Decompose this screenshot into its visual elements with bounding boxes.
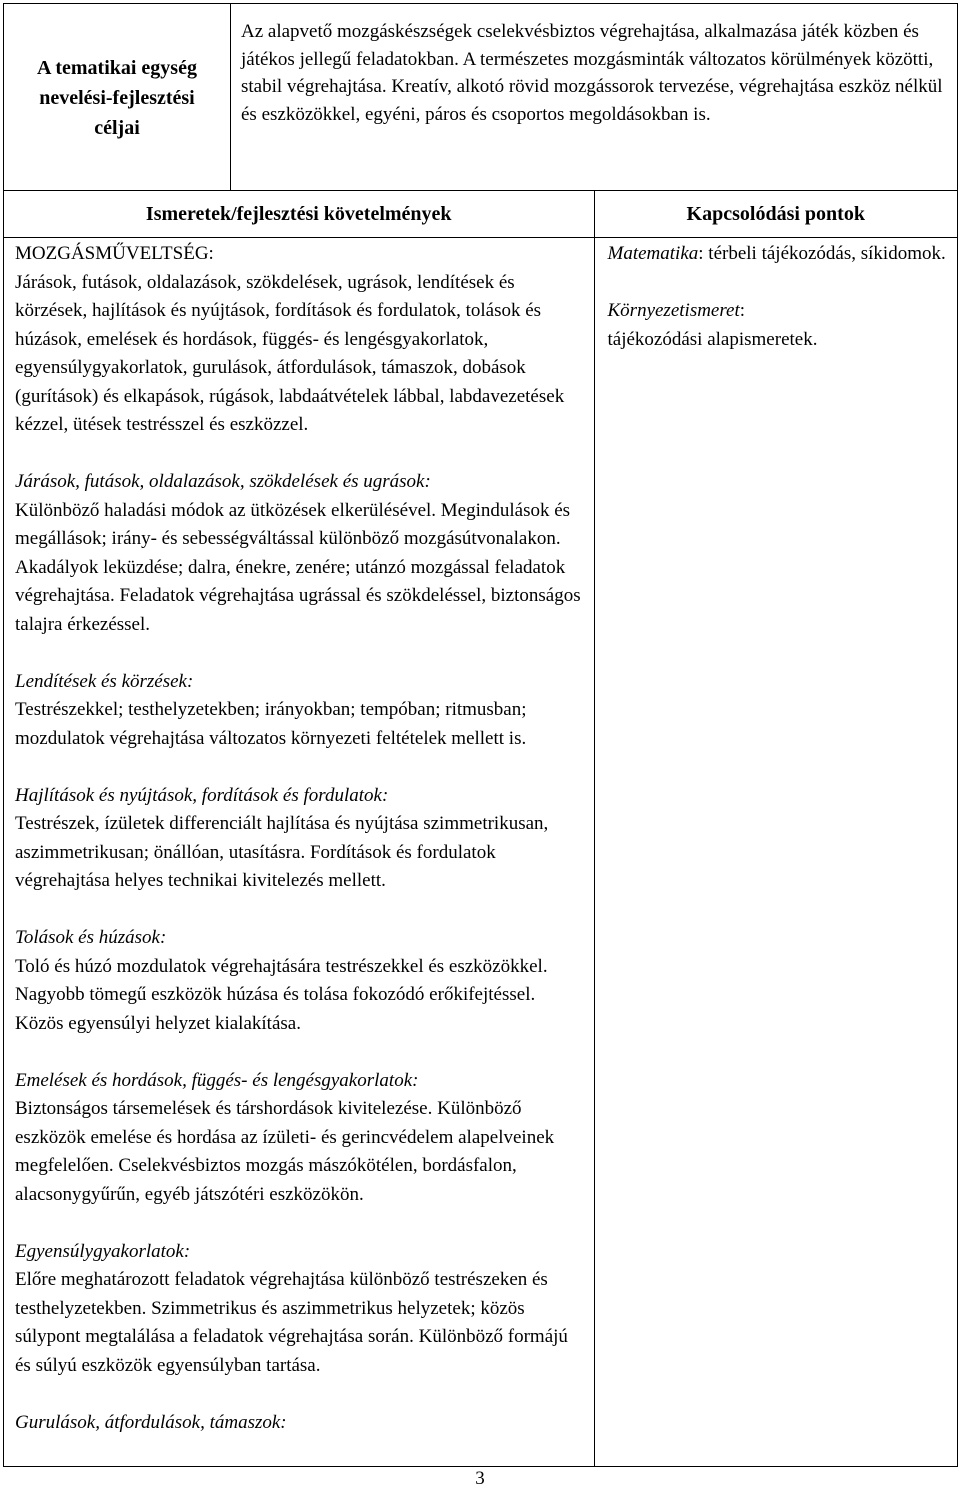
connection-math: [608, 240, 950, 269]
section-heading: MOZGÁSMŰVELTSÉG:: [15, 243, 214, 264]
requirements-cell: [4, 238, 595, 1467]
section-heading: Tolások és húzások:: [15, 927, 167, 948]
connection-subject: Környezetismeret: [607, 300, 740, 321]
section-heading: Lendítések és körzések:: [15, 670, 194, 692]
section-body: Testrészekkel; testhelyzetekben; irányokban; tempóban; ritmusban; mozdulatok végrehajtása változatos környezeti feltételek mellett is.: [15, 699, 527, 749]
goals-text-cell: [231, 4, 958, 191]
section-heading: Egyensúlygyakorlatok:: [15, 1240, 191, 1262]
goals-label-line-2: nevelési-fejlesztési: [39, 87, 195, 109]
section-heading: Hajlítások és nyújtások, fordítások és fordulatok:: [15, 784, 389, 806]
goals-label-line-1: A tematikai egység: [37, 57, 197, 79]
connection-separator: :: [698, 243, 709, 264]
connections-cell: [594, 238, 958, 1467]
section-swings-circles: [15, 668, 584, 754]
section-rolls-supports: [15, 1409, 584, 1438]
section-movement-literacy: [15, 240, 584, 440]
section-heading: Gurulások, átfordulások, támaszok:: [15, 1411, 287, 1433]
section-body: Biztonságos társemelések és társhordások kivitelezése. Különböző eszközök emelése és hordása az ízületi- és gerincvédelem alapelveinek megfelelően. Cselekvésbiztos mozgás mászókötélen, bordásfalon, alacsonygyűrűn, egyéb játszótéri eszközökön.: [15, 1098, 555, 1205]
section-walking-running: [15, 468, 584, 639]
page-number: 3: [475, 1468, 485, 1489]
connection-text: tájékozódási alapismeretek.: [607, 328, 818, 350]
connection-subject: Matematika: [607, 243, 699, 264]
section-body: Testrészek, ízületek differenciált hajlítása és nyújtása szimmetrikusan, aszimmetrikusan; önállóan, utasításra. Fordítások és fordulatok végrehajtása helyes technikai kivitelezés mellett.: [15, 813, 549, 891]
connection-separator: :: [739, 300, 746, 321]
section-bending-turning: [15, 782, 584, 896]
goals-label-line-3: céljai: [94, 117, 140, 139]
section-body: Különböző haladási módok az ütközések elkerülésével. Megindulások és megállások; irány- és sebességváltással különböző mozgásútvonalakon. Akadályok leküzdése; dalra, énekre, zenére; utánzó mozgással feladatok végrehajtása. Feladatok végrehajtása ugrással és szökdeléssel, biztonságos talajra érkezéssel.: [15, 499, 581, 635]
section-balance: [15, 1238, 584, 1381]
section-pushing-pulling: [15, 924, 584, 1038]
connections-header: Kapcsolódási pontok: [594, 191, 958, 238]
section-body: Járások, futások, oldalazások, szökdelések, ugrások, lendítések és körzések, hajlítások és nyújtások, fordítások és fordulatok, tolások és húzások, emelések és hordások, függés- és lengésgyakorlatok, egyensúlygyakorlatok, gurulások, átfordulások, támaszok, dobások (gurítások) és elkapások, rúgások, labdaátvételek lábbal, labdavezetések kézzel, ütések testrésszel és eszközzel.: [15, 271, 565, 435]
curriculum-table: [3, 3, 958, 1467]
section-lifting-carrying: [15, 1067, 584, 1210]
section-heading: Járások, futások, oldalazások, szökdelések és ugrások:: [15, 471, 431, 492]
connection-text: térbeli tájékozódás, síkidomok.: [708, 243, 946, 264]
connection-environment: [608, 297, 950, 354]
requirements-header: Ismeretek/fejlesztési követelmények: [4, 191, 595, 238]
goals-text: Az alapvető mozgáskészségek cselekvésbiztos végrehajtása, alkalmazása játék közben és játékos jellegű feladatokban. A természetes mozgásminták változatos körülmények közötti, stabil végrehajtása. Kreatív, alkotó rövid mozgássorok tervezése, végrehajtása eszköz nélkül és eszközökkel, egyéni, páros és csoportos megoldásokban is.: [241, 21, 943, 125]
section-heading: Emelések és hordások, függés- és lengésgyakorlatok:: [15, 1069, 419, 1091]
section-body: Toló és húzó mozdulatok végrehajtására testrészekkel és eszközökkel. Nagyobb tömegű eszközök húzása és tolása fokozódó erőkifejtéssel. Közös egyensúlyi helyzet kialakítása.: [15, 955, 548, 1034]
goals-label-cell: [4, 4, 231, 191]
section-body: Előre meghatározott feladatok végrehajtása különböző testrészeken és testhelyzetekben. Szimmetrikus és aszimmetrikus helyzetek; közös súlypont megtalálása a feladatok végrehajtása során. Különböző formájú és súlyú eszközök egyensúlyban tartása.: [15, 1269, 568, 1376]
